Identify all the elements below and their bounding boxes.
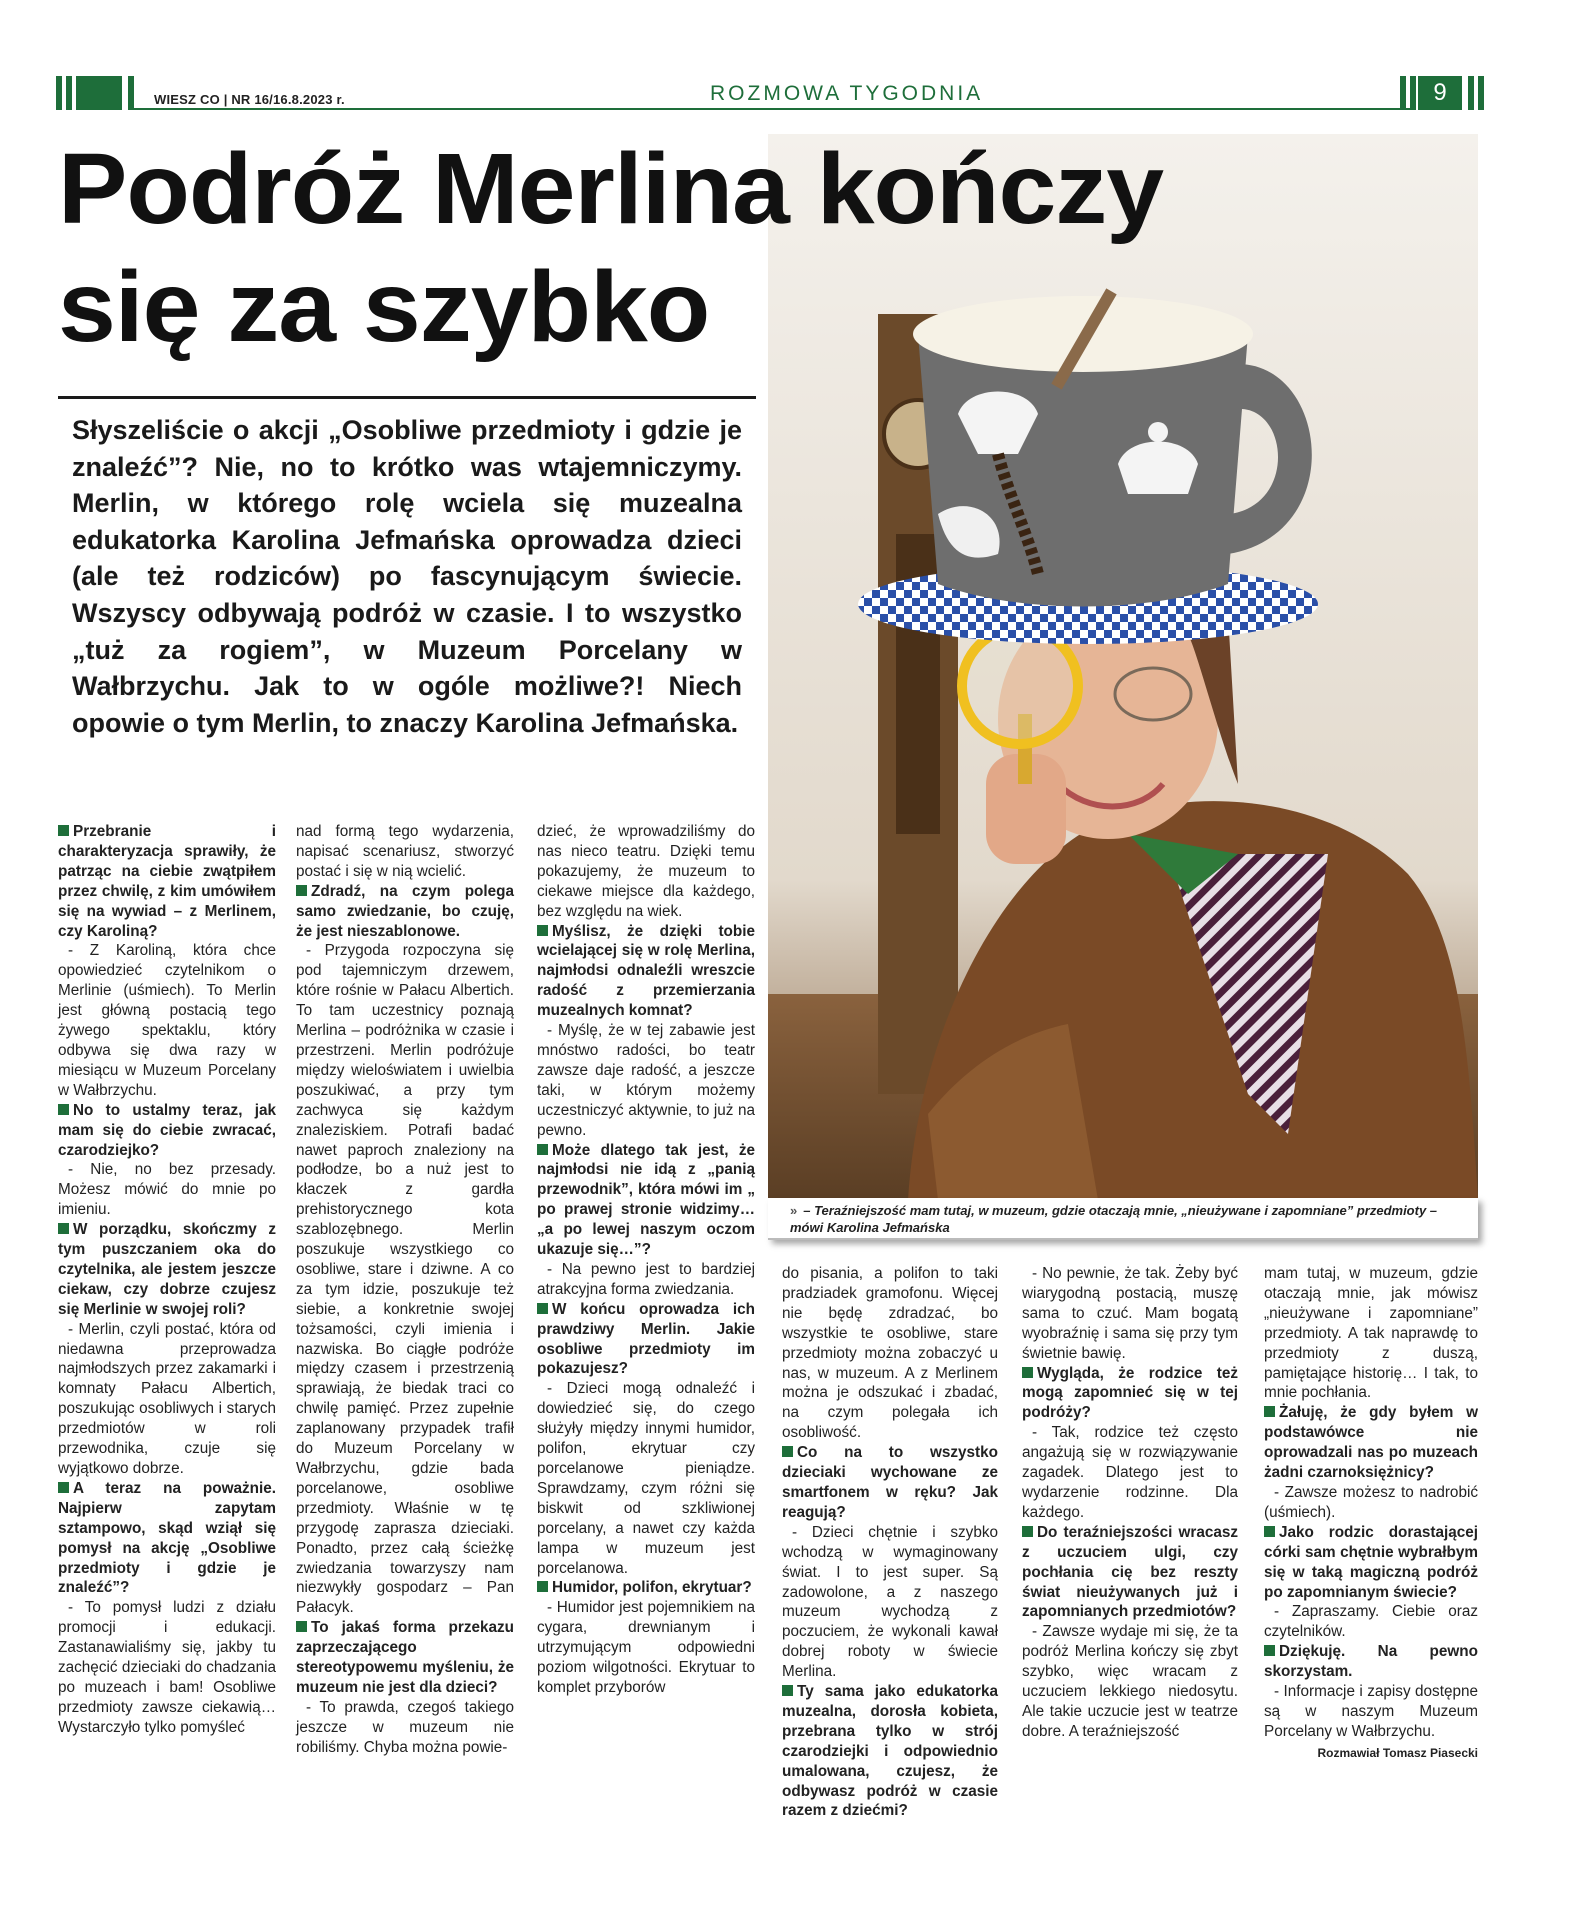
interview-question — [58, 1479, 276, 1598]
paragraph-continuation: mam tutaj, w muzeum, gdzie otaczają mnie, jak mówisz „nieużywane i zapomniane” przedmioty. A tak naprawdę to przedmioty z duszą, pamiętające historię… I tak, to mnie pochłania. — [1264, 1265, 1478, 1402]
interview-answer: - To pomysł ludzi z działu promocji i edukacji. Zastanawialiśmy się, jakby tu zachęcić dzieciaki do chadzania po muzeach i bam! Osobliwe przedmioty zawsze ciekawią… Wystarczyło tylko pomyśleć — [58, 1599, 276, 1736]
interview-question — [296, 882, 514, 942]
question-marker-square — [537, 925, 548, 936]
question-text: W końcu oprowadza ich prawdziwy Merlin. Jakie osobliwe przedmioty im pokazujesz? — [537, 1300, 755, 1378]
question-marker-square — [1264, 1645, 1275, 1656]
question-marker-square — [782, 1446, 793, 1457]
interview-question — [1264, 1642, 1478, 1682]
question-marker-square — [296, 885, 307, 896]
question-marker-square — [537, 1303, 548, 1314]
interview-answer: - Nie, no bez przesady. Możesz mówić do mnie po imieniu. — [58, 1161, 276, 1219]
interview-answer: - Zawsze wydaje mi się, że ta podróż Merlina kończy się zbyt szybko, więc wracam z uczuciem lekkiego niedosytu. Ale takie uczucie jest w teatrze dobre. A teraźniejszość — [1022, 1623, 1238, 1740]
question-marker-square — [1022, 1367, 1033, 1378]
interview-answer: - Humidor jest pojemnikiem na cygara, drewnianym i utrzymującym odpowiedni poziom wilgotności. Ekrytuar to komplet przyborów — [537, 1599, 755, 1696]
title-line-2: się za szybko — [58, 251, 710, 363]
interview-question — [58, 822, 276, 941]
question-marker-square — [58, 1223, 69, 1234]
interview-question — [1264, 1403, 1478, 1483]
sugar-bowl-lid — [1148, 422, 1168, 442]
page-number: 9 — [1418, 76, 1462, 110]
question-marker-square — [1022, 1526, 1033, 1537]
interview-answer: - Zapraszamy. Ciebie oraz czytelników. — [1264, 1603, 1478, 1641]
magnifier — [962, 628, 1078, 744]
question-text: To jakaś forma przekazu zaprzeczającego stereotypowemu myśleniu, że muzeum nie jest dla dzieci? — [296, 1619, 514, 1696]
question-marker-square — [537, 1581, 548, 1592]
interview-answer: - Tak, rodzice też często angażują się w rozwiązywanie zagadek. Dlatego jest to wydarzenie rodzinne. Dla każdego. — [1022, 1424, 1238, 1521]
interview-answer: - Dzieci mogą odnaleźć i dowiedzieć się, do czego służyły między innymi humidor, polifon, ekrytuar czy porcelanowe pieniądze. Sprawdzamy, czym różni się biskwit od szkliwionej porcelany, a nawet czy każda lampa w muzeum jest porcelanowa. — [537, 1380, 755, 1577]
interview-question — [537, 1578, 755, 1598]
interview-answer: - Z Karoliną, która chce opowiedzieć czytelnikom o Merlinie (uśmiech). To Merlin jest główną postacią tego żywego spektaklu, który odbywa się dwa razy w miesiącu w Muzeum Porcelany w Wałbrzychu. — [58, 942, 276, 1099]
caption-text: – Teraźniejszość mam tutaj, w muzeum, gdzie otaczają mnie, „nieużywane i zapomniane” przedmioty – mówi Karolina Jefmańska — [790, 1203, 1438, 1235]
text-column-3 — [537, 822, 755, 1698]
interview-answer: - Myślę, że w tej zabawie jest mnóstwo radości, bo teatr zawsze daje radość, a jeszcze taki, w którym możemy uczestniczyć aktywnie, to już na pewno. — [537, 1022, 755, 1139]
header-underline — [134, 108, 1412, 110]
text-column-4 — [782, 1264, 998, 1821]
interview-question — [58, 1220, 276, 1320]
interview-question — [537, 1300, 755, 1380]
photo-caption — [768, 1198, 1478, 1240]
interview-question — [537, 922, 755, 1022]
masthead: WIESZ CO | NR 16/16.8.2023 r. — [154, 92, 345, 107]
text-column-6 — [1264, 1264, 1478, 1764]
question-text: Myślisz, że dzięki tobie wcielającej się w rolę Merlina, najmłodsi odnaleźli wreszcie radość z przemierzania muzealnych komnat? — [537, 922, 755, 1020]
interview-answer: - To prawda, czegoś takiego jeszcze w muzeum nie robiliśmy. Chyba można powie- — [296, 1698, 514, 1756]
interview-answer: - Informacje i zapisy dostępne są w naszym Muzeum Porcelany w Wałbrzychu. — [1264, 1683, 1478, 1740]
lead-rule — [58, 396, 756, 399]
question-text: Zdradź, na czym polega samo zwiedzanie, bo czuję, że jest nieszablonowe. — [296, 882, 514, 940]
header-rule-left-1 — [56, 76, 62, 110]
question-text: Do teraźniejszości wracasz z uczuciem ulgi, czy pochłania cię bez reszty świat nieużywanych już i zapomnianych przedmiotów? — [1022, 1523, 1238, 1621]
question-text: Humidor, polifon, ekrytuar? — [552, 1579, 752, 1597]
question-text: Przebranie i charakteryzacja sprawiły, że patrząc na ciebie zwątpiłem przez chwilę, z kim umówiłem się na wywiad – z Merlinem, czy Karoliną? — [58, 823, 276, 940]
interview-answer: - Zawsze możesz to nadrobić (uśmiech). — [1264, 1483, 1478, 1521]
question-text: Może dlatego tak jest, że najmłodsi nie idą z „panią przewodnik”, która mówi im „ po prawej stronie widzimy… „a po lewej naszym oczom ukazuje się…”? — [537, 1141, 755, 1259]
header-rule-left-3 — [128, 76, 134, 110]
question-text: No to ustalmy teraz, jak mam się do ciebie zwracać, czarodziejko? — [58, 1101, 276, 1159]
text-column-1 — [58, 822, 276, 1738]
interview-question — [58, 1101, 276, 1161]
interview-question — [1022, 1364, 1238, 1424]
interview-question — [782, 1443, 998, 1523]
caption-marker: » — [790, 1203, 798, 1218]
header-green-block — [76, 76, 122, 110]
question-text: Dziękuję. Na pewno skorzystam. — [1264, 1643, 1478, 1681]
interview-answer: - No pewnie, że tak. Żeby być wiarygodną postacią, muszę sama to czuć. Mam bogatą wyobraźnię i sama się przy tym świetnie bawię. — [1022, 1265, 1238, 1362]
header-rule-right-4 — [1478, 76, 1484, 110]
paragraph-continuation: nad formą tego wydarzenia, napisać scenariusz, stworzyć postać i się w nią wcielić. — [296, 823, 514, 880]
header-rule-right-3 — [1468, 76, 1474, 110]
question-text: Jako rodzic dorastającej córki sam chętnie wybrałbym się w taką magiczną podróż po zapomnianym świecie? — [1264, 1523, 1478, 1601]
question-marker-square — [1264, 1526, 1275, 1537]
question-marker-square — [782, 1685, 793, 1696]
question-text: Wygląda, że rodzice też mogą zapomnieć się w tej podróży? — [1022, 1364, 1238, 1422]
mug-hat — [918, 334, 1248, 607]
title-line-1: Podróż Merlina kończy — [58, 133, 1164, 245]
question-text: Żałuję, że gdy byłem w podstawówce nie oprowadzali nas po muzeach żadni czarnoksiężnicy? — [1264, 1404, 1478, 1482]
question-marker-square — [296, 1621, 307, 1632]
header-rule-right-2 — [1410, 76, 1416, 110]
interview-answer: - Przygoda rozpoczyna się pod tajemniczym drzewem, które rośnie w Pałacu Albertich. To tam uczestnicy poznają Merlina – podróżnika w czasie i przestrzeni. Merlin podróżuje między wieloświatem i uwielbia poszukiwać, a przy tym zachwyca się każdym znaleziskiem. Potrafi badać nawet paproch znaleziony na podłodze, bo a nuż jest to kłaczek z gardła prehistorycznego kota szablozębnego. Merlin poszukuje wszystkiego co osobliwe, stare i dziwne. A co za tym idzie, poszukuje też siebie, a konkretnie swojej tożsamości, czyli imienia i nazwiska. Bo ciągłe podróże między czasem i przestrzenią sprawiają, że biedak traci co chwilę pamięć. Przez zupełnie zaplanowany przypadek trafił do Muzeum Porcelany w Wałbrzychu, gdzie bada porcelanowe, osobliwe przedmioty. Właśnie w tę przygodę zaprasza dzieciaki. Ponadto, przez całą ścieżkę zwiedzania towarzyszy nam niezwykły gospodarz – Pan Pałacyk. — [296, 942, 514, 1617]
question-marker-square — [58, 1104, 69, 1115]
interview-question — [296, 1618, 514, 1698]
question-text: Co na to wszystko dzieciaki wychowane ze smartfonem w ręku? Jak reagują? — [782, 1444, 998, 1521]
question-text: Ty sama jako edukatorka muzealna, dorosła kobieta, przebrana tylko w strój czarodziejki i odpowiednio umalowana, czujesz, że odbywasz podróż w czasie razem z dziećmi? — [782, 1683, 998, 1820]
signature: Rozmawiał Tomasz Piasecki — [1317, 1745, 1478, 1760]
header-rule-left-2 — [66, 76, 72, 110]
section-title: ROZMOWA TYGODNIA — [710, 82, 984, 105]
interview-question — [1264, 1523, 1478, 1603]
interview-answer: - Na pewno jest to bardziej atrakcyjna forma zwiedzania. — [537, 1260, 755, 1298]
question-text: W porządku, skończmy z tym puszczaniem oka do czytelnika, ale jestem jeszcze ciekaw, czy dobrze czujesz się Merlinie w swojej roli? — [58, 1221, 276, 1318]
text-column-2 — [296, 822, 514, 1758]
interview-question — [782, 1682, 998, 1821]
porcelain-sugar-bowl — [1118, 442, 1198, 495]
paragraph-continuation: do pisania, a polifon to taki pradziadek gramofonu. Więcej nie będę zdradzać, bo wszystkie te osobliwe, stare przedmioty można zobaczyć u nas, w muzeum. A z Merlinem można je odszukać i zbadać, na czym polegała ich osobliwość. — [782, 1265, 998, 1442]
interview-answer: - Merlin, czyli postać, która od niedawna przeprowadza najmłodszych przez zakamarki i komnaty Pałacu Albertich, poszukując osobliwych i starych przedmiotów w roli przewodnika, czuje się wyjątkowo dobrze. — [58, 1320, 276, 1477]
question-marker-square — [58, 825, 69, 836]
interview-answer: - Dzieci chętnie i szybko wchodzą w wymaginowany świat. I to jest super. Są zadowolone, a z naszego muzeum wychodzą z poczuciem, że wykonali kawał dobrej roboty w świecie Merlina. — [782, 1523, 998, 1681]
interview-question — [537, 1141, 755, 1260]
text-column-5 — [1022, 1264, 1238, 1742]
question-marker-square — [537, 1144, 548, 1155]
paragraph-continuation: dzieć, że wprowadziliśmy do nas nieco teatru. Dzięki temu pokazujemy, że muzeum to ciekawe miejsce dla każdego, bez względu na wiek. — [537, 823, 755, 920]
question-text: A teraz na poważnie. Najpierw zapytam sztampowo, skąd wziął się pomysł na akcję „Osobliwe przedmioty i gdzie je znaleźć”? — [58, 1479, 276, 1597]
question-marker-square — [1264, 1406, 1275, 1417]
header-rule-right-1 — [1400, 76, 1406, 110]
article-lead: Słyszeliście o akcji „Osobliwe przedmioty i gdzie je znaleźć”? Nie, no to krótko was wtajemniczymy. Merlin, w którego rolę wciela się muzealna edukatorka Karolina Jefmańska oprowadza dzieci (ale też rodziców) po fascynującym świecie. Wszyscy odbywają podróż w czasie. I to wszystko „tuż za rogiem”, w Muzeum Porcelany w Wałbrzychu. Jak to w ogóle możliwe?! Niech opowie o tym Merlin, to znaczy Karolina Jefmańska. — [72, 415, 742, 738]
question-marker-square — [58, 1482, 69, 1493]
interview-question — [1022, 1523, 1238, 1623]
article-title — [58, 130, 1410, 366]
